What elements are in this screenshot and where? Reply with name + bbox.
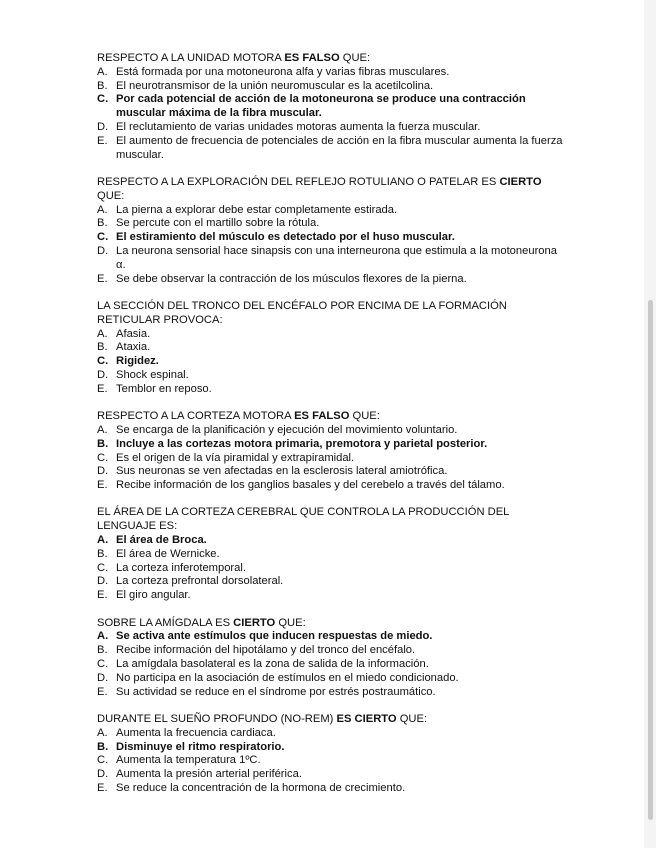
option-text: Sus neuronas se ven afectadas en la esclerosis lateral amiotrófica. <box>116 465 448 478</box>
option-text: La neurona sensorial hace sinapsis con una interneurona que estimula a la motoneurona α. <box>116 244 557 271</box>
option-text: Rigidez. <box>116 355 159 368</box>
option-text: Incluye a las cortezas motora primaria, premotora y parietal posterior. <box>116 437 488 450</box>
question-block <box>97 713 567 796</box>
option-text: Se debe observar la contracción de los músculos flexores de la pierna. <box>116 272 467 285</box>
answer-option <box>97 658 567 672</box>
answer-option <box>97 644 567 658</box>
answer-option <box>97 369 567 383</box>
question-block <box>97 506 567 603</box>
answer-option <box>97 452 567 466</box>
option-letter: E. <box>97 479 108 492</box>
stem-text: RESPECTO A LA UNIDAD MOTORA <box>97 52 285 64</box>
question-stem <box>97 617 567 631</box>
answer-option <box>97 328 567 342</box>
answer-option <box>97 135 567 163</box>
question-list <box>97 52 567 809</box>
option-text: Se activa ante estímulos que inducen respuestas de miedo. <box>116 630 433 643</box>
option-letter: B. <box>97 79 108 92</box>
question-block <box>97 300 567 397</box>
option-text: Shock espinal. <box>116 368 189 381</box>
option-text: Recibe información de los ganglios basales y del cerebelo a través del tálamo. <box>116 479 505 492</box>
option-letter: C. <box>97 93 109 106</box>
answer-option <box>97 479 567 493</box>
answer-option <box>97 727 567 741</box>
option-letter: C. <box>97 231 109 244</box>
option-letter: D. <box>97 244 109 257</box>
option-letter: D. <box>97 768 109 781</box>
answer-option <box>97 575 567 589</box>
answer-option <box>97 80 567 94</box>
question-stem <box>97 410 567 424</box>
answer-options <box>97 534 567 603</box>
option-letter: C. <box>97 754 109 767</box>
option-text: El área de Broca. <box>116 534 207 547</box>
option-text: Temblor en reposo. <box>116 382 212 395</box>
answer-options <box>97 630 567 699</box>
option-text: La corteza prefrontal dorsolateral. <box>116 575 284 588</box>
answer-option <box>97 562 567 576</box>
answer-option <box>97 121 567 135</box>
stem-text: RESPECTO A LA CORTEZA MOTORA <box>97 410 295 423</box>
option-text: Aumenta la frecuencia cardiaca. <box>116 726 276 739</box>
option-letter: C. <box>97 658 109 671</box>
option-letter: A. <box>97 327 108 340</box>
option-letter: D. <box>97 368 109 381</box>
option-text: Aumenta la presión arterial periférica. <box>116 768 302 781</box>
answer-option <box>97 741 567 755</box>
answer-option <box>97 589 567 603</box>
answer-option <box>97 383 567 397</box>
stem-emphasis: CIERTO <box>233 616 276 629</box>
option-text: Está formada por una motoneurona alfa y varias fibras musculares. <box>116 65 450 78</box>
stem-emphasis: ES CIERTO <box>336 713 397 726</box>
option-letter: B. <box>97 740 109 753</box>
option-text: Disminuye el ritmo respiratorio. <box>116 740 285 753</box>
option-letter: C. <box>97 451 109 464</box>
question-stem <box>97 713 567 727</box>
question-block <box>97 176 567 286</box>
option-letter: A. <box>97 630 109 643</box>
question-stem <box>97 506 567 534</box>
answer-option <box>97 782 567 796</box>
stem-suffix: QUE: <box>396 713 428 726</box>
option-letter: A. <box>97 726 108 739</box>
question-block <box>97 410 567 493</box>
option-letter: C. <box>97 355 109 368</box>
option-letter: E. <box>97 382 108 395</box>
answer-option <box>97 686 567 700</box>
answer-option <box>97 672 567 686</box>
option-text: El neurotransmisor de la unión neuromuscular es la acetilcolina. <box>116 79 434 92</box>
answer-option <box>97 754 567 768</box>
answer-options <box>97 66 567 163</box>
option-text: El área de Wernicke. <box>116 547 220 560</box>
answer-option <box>97 204 567 218</box>
option-letter: B. <box>97 217 108 230</box>
option-letter: B. <box>97 644 108 657</box>
stem-suffix: QUE: <box>349 410 380 423</box>
answer-option <box>97 231 567 245</box>
option-letter: A. <box>97 65 108 78</box>
option-letter: B. <box>97 547 108 560</box>
option-text: El giro angular. <box>116 589 191 602</box>
option-letter: E. <box>97 589 108 602</box>
option-letter: B. <box>97 341 108 354</box>
answer-option <box>97 93 567 121</box>
option-letter: B. <box>97 437 109 450</box>
stem-text: SOBRE LA AMÍGDALA ES <box>97 616 234 629</box>
answer-options <box>97 328 567 397</box>
stem-text: DURANTE EL SUEÑO PROFUNDO (NO-REM) <box>97 713 337 726</box>
answer-option <box>97 424 567 438</box>
option-text: Afasia. <box>116 327 151 340</box>
answer-option <box>97 465 567 479</box>
option-letter: E. <box>97 685 108 698</box>
answer-option <box>97 66 567 80</box>
option-text: El aumento de frecuencia de potenciales de acción en la fibra muscular aumenta la fuerza muscular. <box>116 134 563 161</box>
answer-option <box>97 438 567 452</box>
stem-emphasis: ES FALSO <box>284 52 340 64</box>
answer-option <box>97 630 567 644</box>
option-letter: D. <box>97 671 109 684</box>
stem-emphasis: CIERTO <box>499 175 542 188</box>
question-stem <box>97 176 567 204</box>
option-text: El reclutamiento de varias unidades motoras aumenta la fuerza muscular. <box>116 120 481 133</box>
option-letter: E. <box>97 782 108 795</box>
option-letter: A. <box>97 423 108 436</box>
answer-options <box>97 727 567 796</box>
option-text: No participa en la asociación de estímulos en el miedo condicionado. <box>116 671 459 684</box>
answer-options <box>97 204 567 287</box>
option-letter: E. <box>97 272 108 285</box>
option-text: Su actividad se reduce en el síndrome por estrés postraumático. <box>116 685 436 698</box>
option-text: El estiramiento del músculo es detectado por el huso muscular. <box>116 231 455 244</box>
stem-text: LA SECCIÓN DEL TRONCO DEL ENCÉFALO POR ENCIMA DE LA FORMACIÓN RETICULAR PROVOCA: <box>97 299 507 326</box>
option-text: Es el origen de la vía piramidal y extrapiramidal. <box>116 451 355 464</box>
option-letter: D. <box>97 120 109 133</box>
stem-emphasis: ES FALSO <box>294 410 350 423</box>
option-letter: C. <box>97 561 109 574</box>
answer-option <box>97 245 567 273</box>
answer-option <box>97 273 567 287</box>
option-text: La corteza inferotemporal. <box>116 561 246 574</box>
stem-suffix: QUE: <box>339 52 371 64</box>
option-text: La amígdala basolateral es la zona de salida de la información. <box>116 658 429 671</box>
option-letter: D. <box>97 575 109 588</box>
option-letter: A. <box>97 534 109 547</box>
option-text: Se reduce la concentración de la hormona de crecimiento. <box>116 782 406 795</box>
question-stem <box>97 300 567 328</box>
scrollbar-track[interactable] <box>644 0 656 848</box>
answer-options <box>97 424 567 493</box>
option-text: Por cada potencial de acción de la motoneurona se produce una contracción muscular máxima de la fibra muscular. <box>116 93 526 120</box>
answer-option <box>97 341 567 355</box>
answer-option <box>97 534 567 548</box>
option-text: Se encarga de la planificación y ejecución del movimiento voluntario. <box>116 423 458 436</box>
option-text: Se percute con el martillo sobre la rótula. <box>116 217 320 230</box>
answer-option <box>97 355 567 369</box>
answer-option <box>97 217 567 231</box>
stem-suffix: QUE: <box>275 616 306 629</box>
stem-text: RESPECTO A LA EXPLORACIÓN DEL REFLEJO ROTULIANO O PATELAR ES <box>97 175 500 188</box>
option-letter: D. <box>97 465 109 478</box>
stem-text: EL ÁREA DE LA CORTEZA CEREBRAL QUE CONTROLA LA PRODUCCIÓN DEL LENGUAJE ES: <box>97 506 509 533</box>
option-letter: A. <box>97 203 108 216</box>
question-block <box>97 617 567 700</box>
stem-suffix: QUE: <box>97 189 125 202</box>
scrollbar-thumb[interactable] <box>648 300 653 820</box>
option-text: Aumenta la temperatura 1ºC. <box>116 754 261 767</box>
question-block <box>97 52 567 162</box>
answer-option <box>97 768 567 782</box>
option-text: La pierna a explorar debe estar completamente estirada. <box>116 203 398 216</box>
option-text: Ataxia. <box>116 341 151 354</box>
answer-option <box>97 548 567 562</box>
question-stem <box>97 52 567 66</box>
option-text: Recibe información del hipotálamo y del tronco del encéfalo. <box>116 644 416 657</box>
option-letter: E. <box>97 134 108 147</box>
